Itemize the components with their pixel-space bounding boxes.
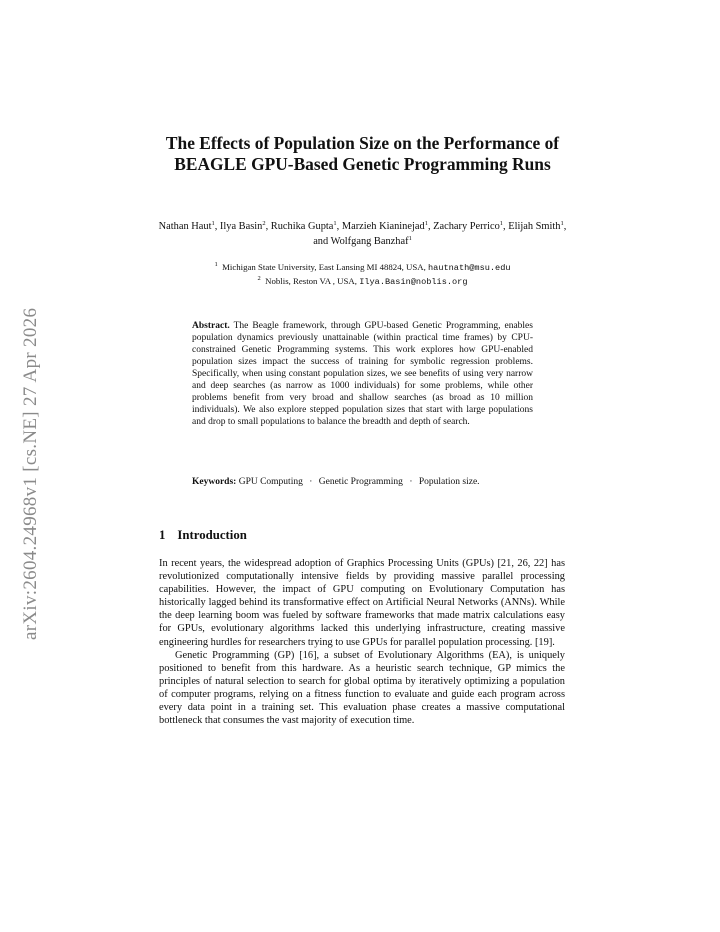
author-list: Nathan Haut$^1$, Ilya Basin$^2$, Ruchika Gupta$^1$, Marzieh Kianinejad$^1$, Zachary Perrico$^1$, Elijah Smith$^1$, and Wolfgang Banzhaf$^1$ bbox=[158, 220, 567, 247]
email-link[interactable]: Ilya.Basin@noblis.org bbox=[359, 276, 468, 287]
paper-title: The Effects of Population Size on the Performance of BEAGLE GPU-Based Genetic Programming Runs bbox=[165, 133, 560, 174]
abstract-text: The Beagle framework, through GPU-based Genetic Programming, enables population dynamics previously unattainable (within practical time frames) by CPU-constrained Genetic Programming systems. This work explores how GPU-enabled population sizes impact the success of training for symbolic regression problems. Specifically, when using constant population sizes, we see benefits of using very narrow and deep searches (as narrow as 1000 individuals) for some problems, while other problems benefit from very broad and shallow searches (as broad as 10 million individuals). We also explore stepped population sizes that start with large populations and drop to small populations to balance the breadth and depth of search. bbox=[192, 321, 533, 427]
keywords: Keywords: GPU Computing · Genetic Programming · Population size. bbox=[192, 477, 480, 487]
keyword: GPU Computing bbox=[238, 477, 303, 487]
author: Ruchika Gupta$^1$ bbox=[270, 220, 337, 232]
paragraph: In recent years, the widespread adoption of Graphics Processing Units (GPUs) [21, 26, 22] has revolutionized computationally intensive fields by providing massive parallel processing capabilities. However, the impact of GPU computing on Evolutionary Computation has historically lagged behind its transformative effect on Artificial Neural Networks (ANNs). While the deep learning boom was fueled by software frameworks that made matrix calculations easy for GPUs, evolutionary algorithms lacked this underlying infrastructure, creating massive engineering hurdles for researchers trying to use GPUs for parallel population processing. [19]. bbox=[159, 558, 565, 648]
paragraph: Genetic Programming (GP) [16], a subset of Evolutionary Algorithms (EA), is uniquely positioned to benefit from this hardware. As a heuristic search technique, GP mimics the principles of natural selection to search for global optima by iteratively optimizing a population of computer programs, relying on a fitness function to evaluate and guide each program across every data point in a training set. This evaluation phase creates a massive computational bottleneck that consumes the vast majority of execution time. bbox=[159, 649, 565, 727]
section-title: Introduction bbox=[177, 528, 247, 542]
arxiv-stamp: arXiv:2604.24968v1 [cs.NE] 27 Apr 2026 bbox=[20, 307, 41, 640]
affiliation: $^2$ Noblis, Reston VA , USA, Ilya.Basin@noblis.org bbox=[257, 274, 468, 287]
email-link[interactable]: hautnath@msu.edu bbox=[428, 263, 511, 273]
abstract-label: Abstract. bbox=[192, 321, 230, 331]
keyword: Population size. bbox=[418, 477, 480, 487]
author: Wolfgang Banzhaf$^1$ bbox=[330, 234, 412, 247]
author: Marzieh Kianinejad$^1$ bbox=[341, 220, 428, 232]
author: Nathan Haut$^1$ bbox=[158, 220, 215, 232]
affiliation: $^1$ Michigan State University, East Lansing MI 48824, USA, hautnath@msu.edu bbox=[214, 261, 511, 273]
author: Zachary Perrico$^1$ bbox=[433, 220, 504, 232]
keywords-label: Keywords: bbox=[192, 477, 237, 487]
affiliations bbox=[150, 261, 575, 288]
author: Elijah Smith$^1$ bbox=[508, 220, 564, 232]
section-body bbox=[159, 557, 565, 727]
section-number: 1 bbox=[159, 528, 166, 542]
section-heading bbox=[159, 528, 247, 543]
author: Ilya Basin$^2$ bbox=[219, 220, 266, 232]
keyword: Genetic Programming bbox=[318, 477, 403, 487]
abstract bbox=[192, 321, 533, 429]
